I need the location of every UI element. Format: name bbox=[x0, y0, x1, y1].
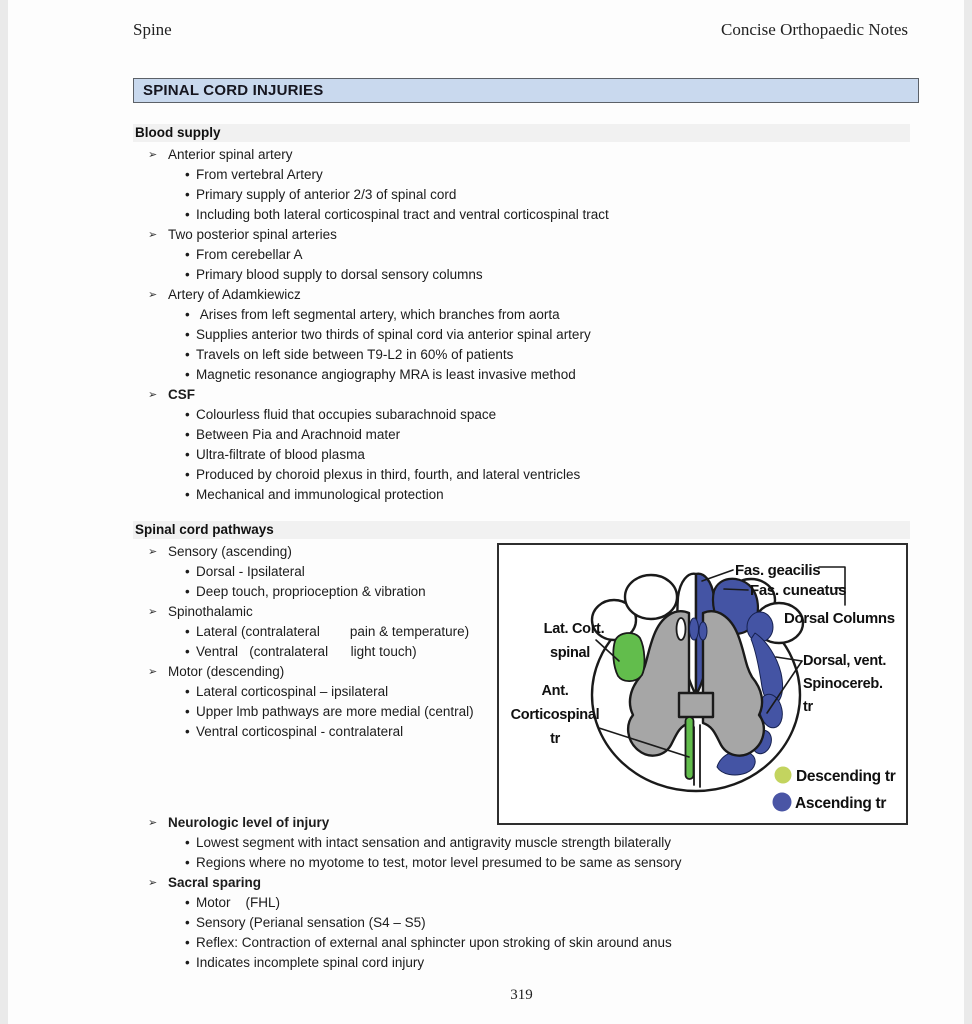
sub-list-item-text: Reflex: Contraction of external anal sphincter upon stroking of skin around anus bbox=[196, 935, 672, 950]
injury-list bbox=[133, 813, 910, 973]
dot-bullet-icon: • bbox=[185, 955, 190, 970]
sub-list bbox=[133, 682, 505, 742]
sub-list-item bbox=[133, 953, 910, 973]
list-item-label: Two posterior spinal arteries bbox=[168, 227, 337, 242]
chapter-title-banner: SPINAL CORD INJURIES bbox=[133, 78, 919, 103]
label-ant-corticospinal bbox=[511, 683, 600, 747]
arrow-bullet-icon: ➢ bbox=[148, 666, 158, 678]
sub-list-item-text: Regions where no myotome to test, motor level presumed to be same as sensory bbox=[196, 855, 682, 870]
list-item bbox=[133, 602, 505, 622]
sub-list-item bbox=[133, 893, 910, 913]
arrow-bullet-icon: ➢ bbox=[148, 606, 158, 618]
blood-supply-heading: Blood supply bbox=[133, 124, 910, 142]
sub-list-item-text: Produced by choroid plexus in third, fourth, and lateral ventricles bbox=[196, 467, 581, 482]
blood-supply-list bbox=[133, 142, 910, 505]
central-canal-oval bbox=[677, 618, 686, 640]
arrow-bullet-icon: ➢ bbox=[148, 389, 158, 401]
dot-bullet-icon: • bbox=[185, 644, 190, 659]
sub-list-item-text: Motor (FHL) bbox=[196, 895, 281, 910]
sub-list-item bbox=[133, 682, 505, 702]
sub-list-item bbox=[133, 185, 910, 205]
dot-bullet-icon: • bbox=[185, 724, 190, 739]
list-item bbox=[133, 662, 505, 682]
sub-list bbox=[133, 622, 505, 662]
label-dorsal-columns: Dorsal Columns bbox=[784, 610, 895, 627]
sub-list-item bbox=[133, 833, 910, 853]
legend-ascending-swatch bbox=[773, 793, 792, 812]
sub-list-item-text: Upper lmb pathways are more medial (central) bbox=[196, 704, 474, 719]
sub-list bbox=[133, 165, 910, 225]
sub-list-item-text: From vertebral Artery bbox=[196, 167, 323, 182]
running-header bbox=[133, 20, 908, 40]
svg-text:Lat. Cort.: Lat. Cort. bbox=[543, 621, 605, 637]
sub-list-item-text: Supplies anterior two thirds of spinal cord via anterior spinal artery bbox=[196, 327, 591, 342]
list-item-label: Sensory (ascending) bbox=[168, 544, 292, 559]
sub-list bbox=[133, 562, 505, 602]
sub-list-item bbox=[133, 165, 910, 185]
dot-bullet-icon: • bbox=[185, 684, 190, 699]
dot-bullet-icon: • bbox=[185, 207, 190, 222]
dot-bullet-icon: • bbox=[185, 347, 190, 362]
list-item bbox=[133, 813, 910, 833]
dot-bullet-icon: • bbox=[185, 267, 190, 282]
dot-bullet-icon: • bbox=[185, 915, 190, 930]
sub-list-item-text: Primary blood supply to dorsal sensory columns bbox=[196, 267, 483, 282]
sub-list-item bbox=[133, 702, 505, 722]
blood-supply-section bbox=[133, 124, 910, 505]
legend-descending-label: Descending tr bbox=[796, 768, 896, 785]
sub-list-item-text: Including both lateral corticospinal tract and ventral corticospinal tract bbox=[196, 207, 609, 222]
sub-list-item bbox=[133, 582, 505, 602]
sub-list-item bbox=[133, 425, 910, 445]
label-fas-cuneatus: Fas. cuneatus bbox=[750, 582, 847, 599]
dot-bullet-icon: • bbox=[185, 447, 190, 462]
pathways-list bbox=[133, 539, 505, 742]
dot-bullet-icon: • bbox=[185, 167, 190, 182]
dot-bullet-icon: • bbox=[185, 327, 190, 342]
dot-bullet-icon: • bbox=[185, 835, 190, 850]
sub-list-item-text: Sensory (Perianal sensation (S4 – S5) bbox=[196, 915, 426, 930]
label-spinocerebellar bbox=[803, 653, 886, 715]
arrow-bullet-icon: ➢ bbox=[148, 546, 158, 558]
svg-text:Corticospinal: Corticospinal bbox=[510, 707, 600, 723]
list-item-label: Spinothalamic bbox=[168, 604, 253, 619]
injury-section bbox=[133, 813, 910, 973]
list-item-label: Anterior spinal artery bbox=[168, 147, 293, 162]
sub-list-item-text: Primary supply of anterior 2/3 of spinal cord bbox=[196, 187, 457, 202]
list-item bbox=[133, 145, 910, 165]
dot-bullet-icon: • bbox=[185, 935, 190, 950]
dot-bullet-icon: • bbox=[185, 367, 190, 382]
sub-list-item bbox=[133, 305, 910, 325]
sub-list-item-text: Deep touch, proprioception & vibration bbox=[196, 584, 426, 599]
sub-list-item-text: Ultra-filtrate of blood plasma bbox=[196, 447, 365, 462]
list-item bbox=[133, 225, 910, 245]
page-number: 319 bbox=[510, 987, 533, 1003]
sub-list-item bbox=[133, 465, 910, 485]
legend-descending-swatch bbox=[775, 767, 792, 784]
ventral-fissure-gap bbox=[694, 723, 700, 787]
lateral-corticospinal-region bbox=[613, 633, 644, 681]
sub-list-item-text: Travels on left side between T9-L2 in 60% of patients bbox=[196, 347, 514, 362]
header-right: Concise Orthopaedic Notes bbox=[721, 20, 908, 39]
dot-bullet-icon: • bbox=[185, 307, 190, 322]
legend-ascending-label: Ascending tr bbox=[795, 795, 887, 812]
sub-list bbox=[133, 833, 910, 873]
label-fas-gracilis: Fas. geacilis bbox=[735, 562, 821, 579]
sub-list bbox=[133, 245, 910, 285]
sub-list-item-text: Lowest segment with intact sensation and antigravity muscle strength bilaterally bbox=[196, 835, 671, 850]
pathways-heading: Spinal cord pathways bbox=[133, 521, 910, 539]
sub-list bbox=[133, 893, 910, 973]
dot-bullet-icon: • bbox=[185, 247, 190, 262]
sub-list bbox=[133, 305, 910, 385]
list-item-label: CSF bbox=[168, 387, 195, 402]
sub-list-item-text: Between Pia and Arachnoid mater bbox=[196, 427, 401, 442]
sub-list-item-text: Indicates incomplete spinal cord injury bbox=[196, 955, 425, 970]
page-edge-right bbox=[964, 0, 972, 1024]
sub-list-item-text: Colourless fluid that occupies subarachnoid space bbox=[196, 407, 497, 422]
dot-bullet-icon: • bbox=[185, 704, 190, 719]
anterior-corticospinal-region bbox=[686, 717, 694, 779]
arrow-bullet-icon: ➢ bbox=[148, 289, 158, 301]
dot-bullet-icon: • bbox=[185, 564, 190, 579]
sub-list-item bbox=[133, 445, 910, 465]
legend bbox=[773, 767, 896, 813]
sub-list-item-text: Lateral corticospinal – ipsilateral bbox=[196, 684, 389, 699]
svg-text:Ant.: Ant. bbox=[541, 683, 569, 699]
sub-list-item bbox=[133, 485, 910, 505]
spinal-cord-diagram-svg bbox=[499, 545, 906, 823]
sub-list-item-text: Ventral corticospinal - contralateral bbox=[196, 724, 404, 739]
sub-list-item-text: Dorsal - Ipsilateral bbox=[196, 564, 305, 579]
svg-text:Dorsal, vent.: Dorsal, vent. bbox=[803, 653, 887, 669]
sub-list-item bbox=[133, 345, 910, 365]
sub-list-item bbox=[133, 642, 505, 662]
list-item-label: Sacral sparing bbox=[168, 875, 262, 890]
sub-list-item bbox=[133, 265, 910, 285]
sub-list bbox=[133, 405, 910, 505]
sub-list-item bbox=[133, 245, 910, 265]
arrow-bullet-icon: ➢ bbox=[148, 149, 158, 161]
dot-bullet-icon: • bbox=[185, 427, 190, 442]
sub-list-item-text: From cerebellar A bbox=[196, 247, 303, 262]
list-item bbox=[133, 542, 505, 562]
dot-bullet-icon: • bbox=[185, 855, 190, 870]
page-edge-left bbox=[0, 0, 8, 1024]
sub-list-item-text: Lateral (contralateral pain & temperature) bbox=[196, 624, 470, 639]
sub-list-item bbox=[133, 722, 505, 742]
arrow-bullet-icon: ➢ bbox=[148, 229, 158, 241]
list-item-label: Neurologic level of injury bbox=[168, 815, 330, 830]
dot-bullet-icon: • bbox=[185, 407, 190, 422]
sub-list-item bbox=[133, 562, 505, 582]
header-left: Spine bbox=[133, 20, 172, 39]
svg-text:tr: tr bbox=[550, 731, 560, 747]
dot-bullet-icon: • bbox=[185, 187, 190, 202]
list-item bbox=[133, 385, 910, 405]
sub-list-item bbox=[133, 405, 910, 425]
sub-list-item-text: Ventral (contralateral light touch) bbox=[196, 644, 417, 659]
list-item-label: Artery of Adamkiewicz bbox=[168, 287, 301, 302]
dot-bullet-icon: • bbox=[185, 624, 190, 639]
label-lat-cort-spinal bbox=[544, 621, 605, 661]
sub-list-item bbox=[133, 365, 910, 385]
svg-text:tr: tr bbox=[803, 699, 813, 715]
svg-text:spinal: spinal bbox=[549, 645, 591, 661]
sub-list-item-text: Arises from left segmental artery, which branches from aorta bbox=[196, 307, 560, 322]
sub-list-item bbox=[133, 913, 910, 933]
svg-text:Spinocereb.: Spinocereb. bbox=[803, 676, 883, 692]
sub-list-item bbox=[133, 853, 910, 873]
arrow-bullet-icon: ➢ bbox=[148, 817, 158, 829]
list-item bbox=[133, 873, 910, 893]
sub-list-item-text: Mechanical and immunological protection bbox=[196, 487, 444, 502]
dot-bullet-icon: • bbox=[185, 584, 190, 599]
sub-list-item bbox=[133, 933, 910, 953]
sub-list-item bbox=[133, 205, 910, 225]
dot-bullet-icon: • bbox=[185, 487, 190, 502]
spinal-cord-diagram bbox=[497, 543, 908, 825]
sub-list-item bbox=[133, 622, 505, 642]
arrow-bullet-icon: ➢ bbox=[148, 877, 158, 889]
list-item bbox=[133, 285, 910, 305]
dot-bullet-icon: • bbox=[185, 895, 190, 910]
dot-bullet-icon: • bbox=[185, 467, 190, 482]
list-item-label: Motor (descending) bbox=[168, 664, 285, 679]
sub-list-item-text: Magnetic resonance angiography MRA is least invasive method bbox=[196, 367, 576, 382]
sub-list-item bbox=[133, 325, 910, 345]
